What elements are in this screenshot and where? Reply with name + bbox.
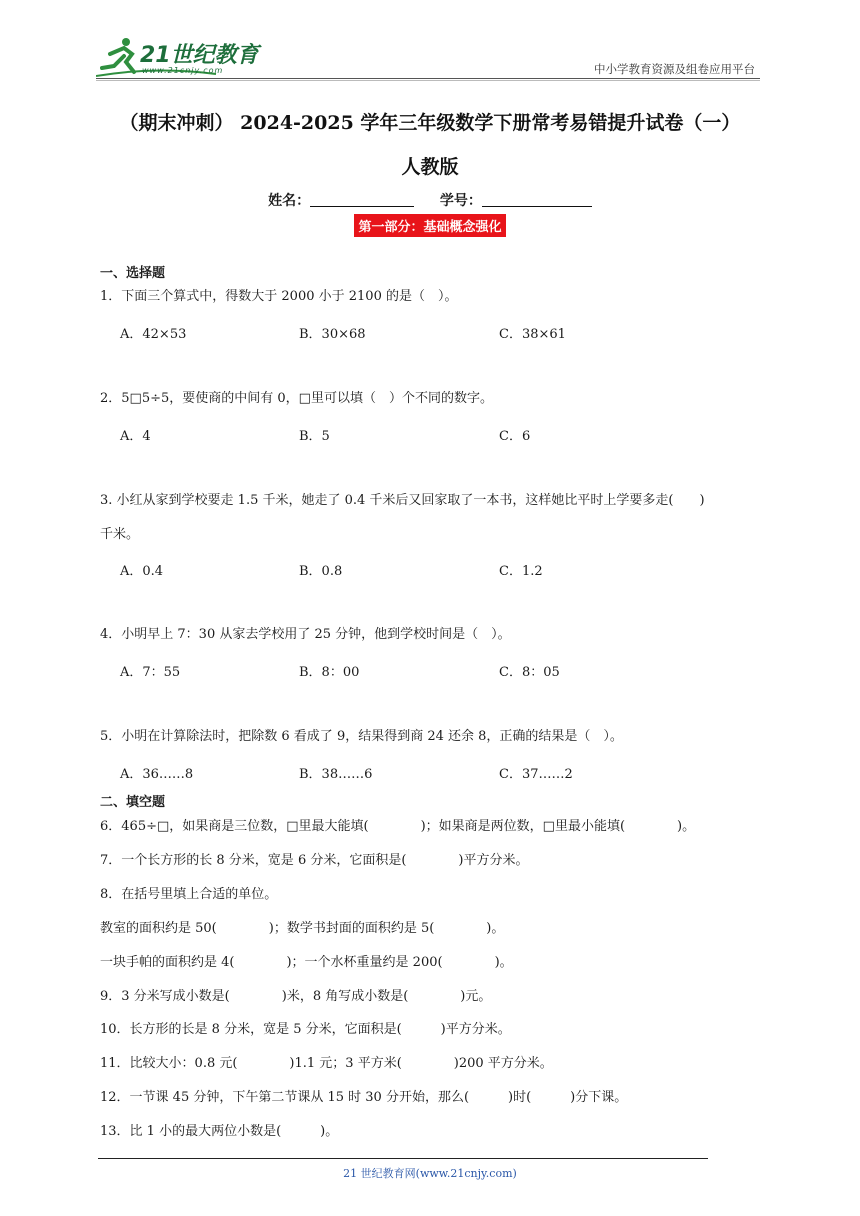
question-4: 4．小明早上 7：30 从家去学校用了 25 分钟，他到学校时间是（ ）。: [100, 627, 511, 642]
q3-option-c[interactable]: C．1.2: [499, 564, 543, 579]
question-10: 10．长方形的长是 8 分米，宽是 5 分米，它面积是( )平方分米。: [100, 1022, 511, 1037]
footer-divider: [98, 1158, 708, 1159]
student-id-field[interactable]: [482, 192, 592, 207]
header-divider: [96, 78, 760, 79]
q4-option-a[interactable]: A．7：55: [120, 665, 181, 680]
part-badge-wrap: [0, 214, 860, 237]
question-9: 9．3 分米写成小数是( )米，8 角写成小数是( )元。: [100, 989, 492, 1004]
header-divider-thin: [96, 80, 760, 81]
logo-text: 21世纪教育: [140, 43, 259, 68]
q2-option-a[interactable]: A．4: [120, 429, 151, 444]
question-3: 3. 小红从家到学校要走 1.5 千米，她走了 0.4 千米后又回家取了一本书，这样她比平时上学要多走( ): [100, 493, 705, 508]
logo-url: www.21cnjy.com: [142, 66, 224, 75]
section-fill-heading: 二、填空题: [100, 795, 166, 810]
q5-option-c[interactable]: C．37……2: [499, 767, 573, 782]
page-title: （期末冲刺） 2024-2025 学年三年级数学下册常考易错提升试卷（一）: [119, 112, 741, 134]
question-2: 2．5□5÷5，要使商的中间有 0，□里可以填（ ）个不同的数字。: [100, 391, 493, 406]
question-7: 7．一个长方形的长 8 分米，宽是 6 分米，它面积是( )平方分米。: [100, 853, 529, 868]
q5-option-b[interactable]: B．38……6: [299, 767, 373, 782]
question-1: 1．下面三个算式中，得数大于 2000 小于 2100 的是（ ）。: [100, 289, 458, 304]
q4-option-b[interactable]: B．8：00: [299, 665, 360, 680]
student-id-label: 学号：: [439, 193, 482, 209]
q3-option-a[interactable]: A．0.4: [120, 564, 164, 579]
q1-option-b[interactable]: B．30×68: [299, 327, 366, 342]
q2-option-b[interactable]: B．5: [299, 429, 330, 444]
q4-option-c[interactable]: C．8：05: [499, 665, 560, 680]
footer-link[interactable]: 21 世纪教育网(www.21cnjy.com): [343, 1167, 517, 1180]
question-5: 5．小明在计算除法时，把除数 6 看成了 9，结果得到商 24 还余 8，正确的结果是（ ）。: [100, 729, 623, 744]
name-label: 姓名：: [268, 193, 311, 209]
page-subtitle: 人教版: [401, 156, 459, 178]
q1-option-a[interactable]: A．42×53: [120, 327, 187, 342]
part-badge: 第一部分：基础概念强化: [354, 214, 505, 237]
question-8-line2: 一块手帕的面积约是 4( )；一个水杯重量约是 200( )。: [100, 955, 513, 970]
question-8: 8．在括号里填上合适的单位。: [100, 887, 278, 902]
name-field[interactable]: [310, 192, 414, 207]
section-choice-heading: 一、选择题: [100, 266, 166, 281]
q1-option-c[interactable]: C．38×61: [499, 327, 566, 342]
question-8-line1: 教室的面积约是 50( )；数学书封面的面积约是 5( )。: [100, 921, 505, 936]
question-3-cont: 千米。: [100, 527, 140, 542]
q3-option-b[interactable]: B．0.8: [299, 564, 343, 579]
student-info: [0, 190, 860, 210]
question-11: 11．比较大小：0.8 元( )1.1 元；3 平方米( )200 平方分米。: [100, 1056, 553, 1071]
q2-option-c[interactable]: C．6: [499, 429, 531, 444]
question-6: 6．465÷□，如果商是三位数，□里最大能填( )；如果商是两位数，□里最小能填( )。: [100, 819, 696, 834]
platform-name: 中小学教育资源及组卷应用平台: [594, 62, 755, 76]
question-12: 12．一节课 45 分钟，下午第二节课从 15 时 30 分开始，那么( )时( )分下课。: [100, 1090, 628, 1105]
q5-option-a[interactable]: A．36……8: [120, 767, 194, 782]
question-13: 13．比 1 小的最大两位小数是( )。: [100, 1124, 339, 1139]
